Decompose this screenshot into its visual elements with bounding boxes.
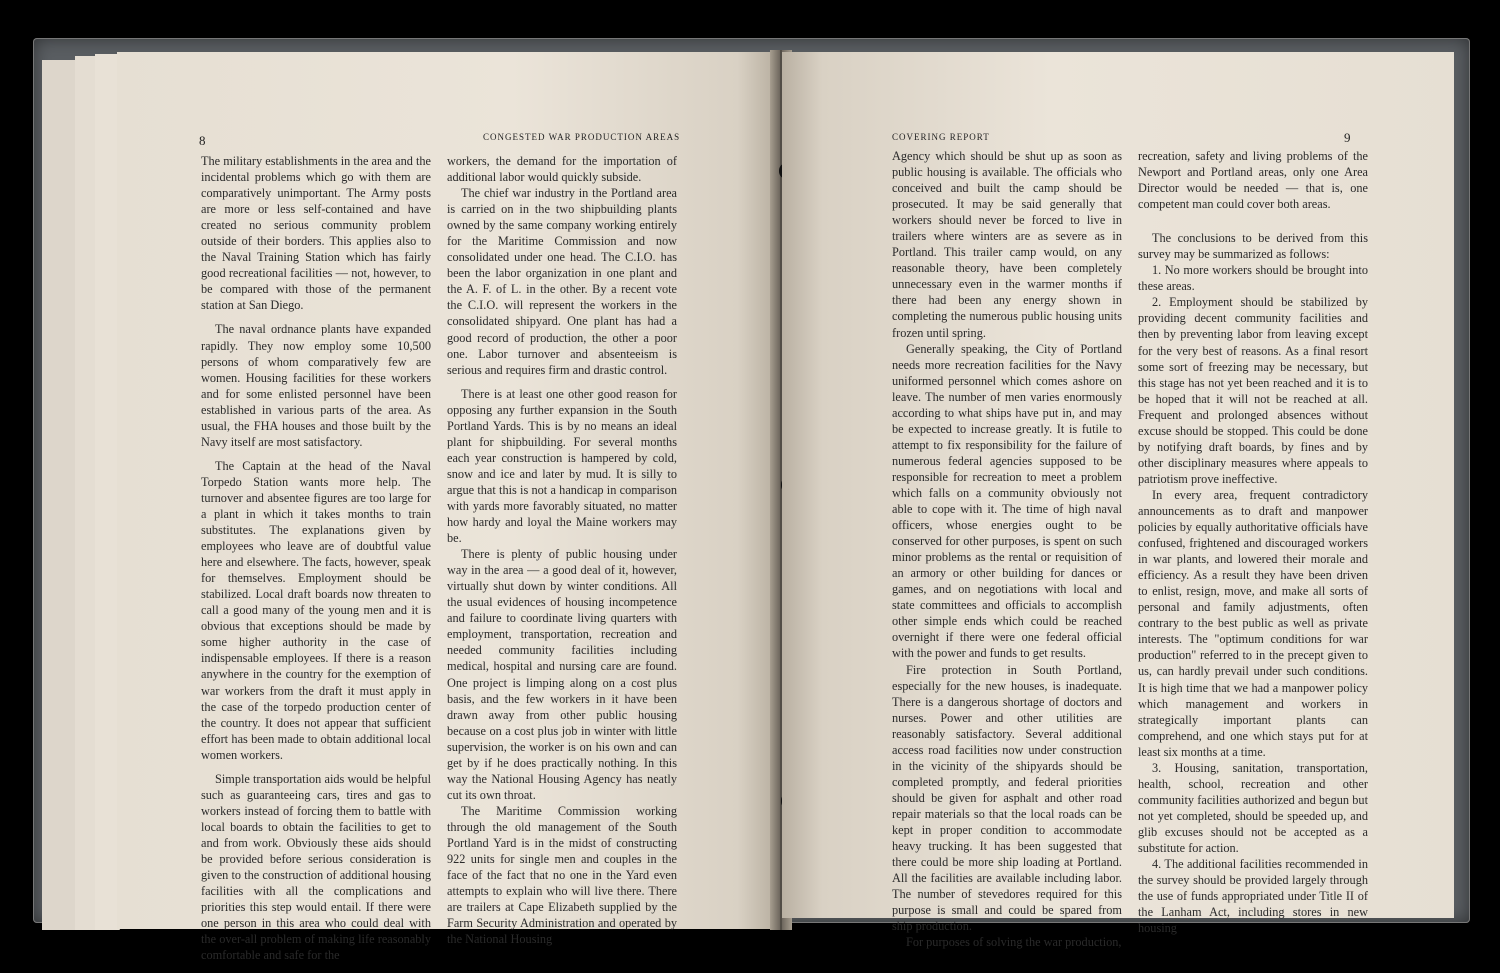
paragraph: Simple transportation aids would be helpful such as guaranteeing cars, tires and gas to workers instead of forcing them to battle with local boards to obtain the facilities to get to and from work. Obviously these aids should be provided before serious consideration is given to the construction of additional housing facilities with all the complications and priorities this step would entail. If there were one person in this area who could deal with the over-all problem of making life reasonably comfortable and safe for the [201,771,431,963]
paragraph: In every area, frequent contradictory announcements as to draft and manpower policies by equally authoritative officials have confused, frightened and discouraged workers in war plants, and lowered their morale and efficiency. As a result they have been driven to enlist, resign, move, and make all sorts of personal and family adjustments, often contrary to the best public as well as private interests. The "optimum conditions for war production" referred to in the precept given to us, can hardly prevail under such conditions. It is high time that we had a manpower policy which management and workers in strategically important plants can comprehend, and one which stays put for at least six months at a time. [1138,487,1368,759]
left-page-column-1 [201,153,431,963]
page-number-right: 9 [1344,130,1351,145]
paragraph: The naval ordnance plants have expanded rapidly. They now employ some 10,500 persons of whom comparatively few are women. Housing facilities for these workers and for some enlisted personnel have been established in various parts of the area. As usual, the FHA houses and those built by the Navy itself are most satisfactory. [201,322,431,449]
list-item: 2. Employment should be stabilized by providing decent community facilities and then by preventing labor from leaving except for the very best of reasons. As a final resort some sort of freezing may be necessary, but this stage has not yet been reached and it is to be hoped that it will not be reached at all. Frequent and prolonged absences without excuse should be stopped. This could be done by notifying draft boards, by fines and by other disciplinary measures where appeals to patriotism prove ineffective. [1138,295,1368,486]
paragraph: workers, the demand for the importation of additional labor would quickly subside. [447,154,677,185]
right-page-column-2 [1138,148,1368,936]
paragraph: There is plenty of public housing under way in the area — a good deal of it, however, virtually shut down by winter conditions. All the usual evidences of housing incompetence and failure to coordinate living quarters with employment, transportation, recreation and needed community facilities including medical, hospital and nursing care are found. One project is limping along on a cost plus basis, and the few workers in it have been drawn away from other public housing because on a cost plus job in winter with little supervision, the worker is on his own and can get by if he does practically nothing. In this way the National Housing Agency has neatly cut its own throat. [447,547,677,802]
paragraph: For purposes of solving the war production, [906,935,1122,950]
paragraph: Generally speaking, the City of Portland needs more recreation facilities for the Navy uniformed personnel which comes ashore on leave. The number of men varies enormously according to what ships have put in, and may be expected to increase greatly. It is futile to attempt to fix responsibility for the failure of numerous federal agencies supposed to be responsible for recreation to meet a problem which falls on a community obviously not able to cope with it. The time of high naval officers, whose energies ought to be conserved for other purposes, is spent on such minor problems as the rental or requisition of an armory or other building for dances or games, and on negotiations with local and state committees and officials to accomplish other simple ends which could be reached overnight if there were one federal official with the power and funds to get results. [892,341,1122,661]
paragraph: The conclusions to be derived from this survey may be summarized as follows: [1138,231,1368,262]
paragraph: The Captain at the head of the Naval Torpedo Station wants more help. The turnover and absentee figures are too large for a plant in which it takes months to train substitutes. The explanations given by employees who leave are of doubtful value here and elsewhere. The facts, however, speak for themselves. Employment should be stabilized. Local draft boards now threaten to call a good many of the young men and it is obvious that exceptions should be made by some higher authority in the case of indispensable employees. If there is a reason anywhere in the country for the exemption of war workers from the draft it must apply in the case of the torpedo production center of the country. It does not appear that sufficient effort has been made to obtain additional local women workers. [201,458,431,762]
right-page [782,52,1454,950]
left-page [117,52,777,963]
running-head-right: COVERING REPORT [892,132,990,142]
paragraph: Fire protection in South Portland, especially for the new houses, is inadequate. There is a dangerous shortage of doctors and nurses. Power and other utilities are reasonably satisfactory. Several additional access road facilities now under construction in the vicinity of the shipyards should be completed promptly, and federal priorities should be given for asphalt and other road repair materials so that the local roads can be kept in proper condition to accommodate heavy trucking. It has been suggested that there could be more ship loading at Portland. All the facilities are available including labor. The number of stevedores required for this purpose is small and could be spared from ship production. [892,662,1122,934]
paragraph: recreation, safety and living problems of the Newport and Portland areas, only one Area Director would be needed — that is, one competent man could cover both areas. [1138,149,1368,212]
paragraph: The chief war industry in the Portland area is carried on in the two shipbuilding plants owned by the same company working entirely for the Maritime Commission and now consolidated under one head. The C.I.O. has been the labor organization in one plant and the A. F. of L. in the other. By a recent vote the C.I.O. will represent the workers in the consolidated shipyard. One plant has had a good record of production, the other a poor one. Labor turnover and absenteeism is serious and requires firm and drastic control. [447,186,677,377]
page-number-left: 8 [199,133,206,148]
paragraph: There is at least one other good reason for opposing any further expansion in the South Portland Yards. This is by no means an ideal plant for shipbuilding. For several months each year construction is hampered by cold, snow and ice and later by mud. It is silly to argue that this is not a handicap in comparison with yards more favorably situated, no matter how hardy and loyal the Maine workers may be. [447,386,677,546]
paragraph: The Maritime Commission working through the old management of the South Portland Yard is in the midst of constructing 922 units for single men and couples in the face of the fact that no one in the Yard even attempts to explain who will live there. There are trailers at Cape Elizabeth supplied by the Farm Security Administration and operated by the National Housing [447,803,677,947]
paragraph: Agency which should be shut up as soon as public housing is available. The officials who conceived and built the camp should be prosecuted. It may be said generally that workers should never be forced to live in trailers where winters are as severe as in Portland. This trailer camp would, on any reasonable theory, have been completely unnecessary even in the warmer months if there had been any energy shown in completing the numerous public housing units frozen until spring. [892,149,1122,340]
list-item: 1. No more workers should be brought into these areas. [1138,263,1368,294]
list-item: 3. Housing, sanitation, transportation, health, school, recreation and other community facilities authorized and begun but not yet completed, should be speeded up, and glib excuses should not be accepted as a substitute for action. [1138,760,1368,855]
list-item: 4. The additional facilities recommended in the survey should be provided largely through the use of funds appropriated under Title II of the Lanham Act, including stores in new housing [1138,857,1368,936]
paragraph: The military establishments in the area and the incidental problems which go with them are comparatively unimportant. The Army posts are more or less self-contained and have created no serious community problem outside of their borders. This applies also to the Naval Training Station which has fairly good recreational facilities — not, however, to be compared with those of the permanent station at San Diego. [201,154,431,313]
running-head-left: CONGESTED WAR PRODUCTION AREAS [483,132,681,142]
right-page-column-1 [892,148,1122,950]
left-page-column-2 [447,153,677,947]
